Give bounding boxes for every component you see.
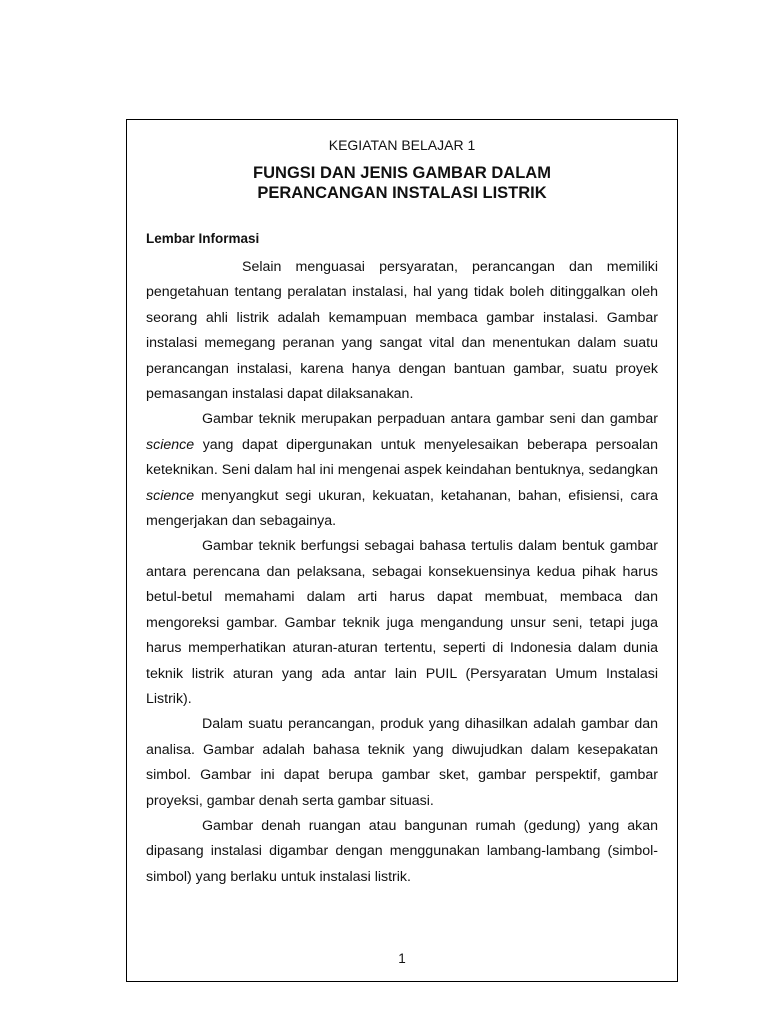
paragraph-2-italic-science-1: science [146,436,195,453]
activity-label: KEGIATAN BELAJAR 1 [328,137,476,153]
paragraph-2-part-c: menyangkut segi ukuran, kekuatan, ketahanan, bahan, efisiensi, cara mengerjakan dan sebagainya. [146,487,658,530]
title-line-2: PERANCANGAN INSTALASI LISTRIK [257,184,547,202]
paragraph-3: Gambar teknik berfungsi sebagai bahasa tertulis dalam bentuk gambar antara perencana dan pelaksana, sebagai konsekuensinya kedua pihak harus betul-betul memahami dalam arti harus dapat membuat, membaca dan mengoreksi gambar. Gambar teknik juga mengandung unsur seni, tetapi juga harus memperhatikan aturan-aturan tertentu, seperti di Indonesia dalam dunia teknik listrik aturan yang ada antar lain PUIL (Persyaratan Umum Instalasi Listrik). [146,538,658,707]
paragraph-1: Selain menguasai persyaratan, perancangan dan memiliki pengetahuan tentang peralatan instalasi, hal yang tidak boleh ditinggalkan oleh seorang ahli listrik adalah kemampuan membaca gambar instalasi. Gambar instalasi memegang peranan yang sangat vital dan menentukan dalam suatu perancangan instalasi, karena hanya dengan bantuan gambar, suatu proyek pemasangan instalasi dapat dilaksanakan. [146,259,658,403]
paragraph-2-part-a: Gambar teknik merupakan perpaduan antara gambar seni dan gambar [202,411,658,428]
page-content [146,136,658,890]
document-title [146,163,658,203]
section-heading: Lembar Informasi [146,231,260,246]
paragraph-5: Gambar denah ruangan atau bangunan rumah (gedung) yang akan dipasang instalasi digambar dengan menggunakan lambang-lambang (simbol-simbol) yang berlaku untuk instalasi listrik. [146,817,658,885]
paragraph-2-part-b: yang dapat dipergunakan untuk menyelesaikan beberapa persoalan keteknikan. Seni dalam hal ini mengenai aspek keindahan bentuknya, sedangkan [146,436,658,479]
title-line-1: FUNGSI DAN JENIS GAMBAR DALAM [253,164,551,182]
page-number: 1 [398,951,406,966]
body-text [146,255,658,890]
paragraph-4: Dalam suatu perancangan, produk yang dihasilkan adalah gambar dan analisa. Gambar adalah bahasa teknik yang diwujudkan dalam kesepakatan simbol. Gambar ini dapat berupa gambar sket, gambar perspektif, gambar proyeksi, gambar denah serta gambar situasi. [146,716,658,809]
paragraph-2-italic-science-2: science [146,487,195,504]
paragraph-2 [146,407,658,534]
